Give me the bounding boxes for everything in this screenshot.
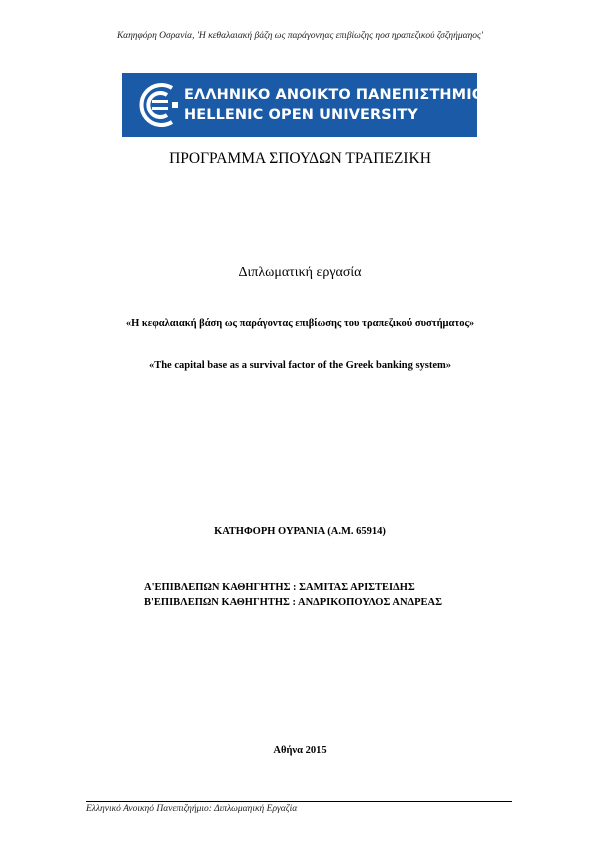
- place-date: Αθήνα 2015: [273, 745, 327, 756]
- logo-line-greek: ΕΛΛΗΝΙΚΟ ΑΝΟΙΚΤΟ ΠΑΝΕΠΙΣΤΗΜΙΟ: [184, 87, 485, 103]
- author-name: ΚΑΤΗΦΟΡΗ ΟΥΡΑΝΙΑ (Α.Μ. 65914): [214, 526, 386, 537]
- thesis-label: Διπλωματική εργασία: [238, 265, 362, 280]
- thesis-title-english: «The capital base as a survival factor of the Greek banking system»: [148, 360, 452, 371]
- program-title: ΠΡΟΓΡΑΜΜΑ ΣΠΟΥΔΩΝ ΤΡΑΠΕΖΙΚΗ: [169, 150, 431, 167]
- supervisors-block: [144, 580, 442, 610]
- university-emblem-icon: [132, 78, 182, 132]
- supervisor-a: Α'ΕΠΙΒΛΕΠΩΝ ΚΑΘΗΓΗΤΗΣ : ΣΑΜΙΤΑΣ ΑΡΙΣΤΕΙΔΗΣ: [144, 582, 415, 593]
- logo-line-english: HELLENIC OPEN UNIVERSITY: [184, 107, 418, 123]
- footer-divider: [86, 801, 512, 802]
- university-logo: [122, 73, 485, 137]
- running-header: Καηηφόρη Οσρανία, 'Η κεθαλαιακή βάζη ως παράγονηας επιβίωζης ηοσ ηραπεζικού ζσζηήμαηος': [117, 31, 483, 41]
- running-footer: Ελληνικό Ανοικηό Πανεπιζηήμιο: Διπλωμαηική Εργαζία: [86, 804, 298, 814]
- thesis-title-greek: «Η κεφαλαιακή βάση ως παράγοντας επιβίωσης του τραπεζικού συστήματος»: [125, 318, 475, 329]
- supervisor-b: Β'ΕΠΙΒΛΕΠΩΝ ΚΑΘΗΓΗΤΗΣ : ΑΝΔΡΙΚΟΠΟΥΛΟΣ ΑΝΔΡΕΑΣ: [144, 597, 442, 608]
